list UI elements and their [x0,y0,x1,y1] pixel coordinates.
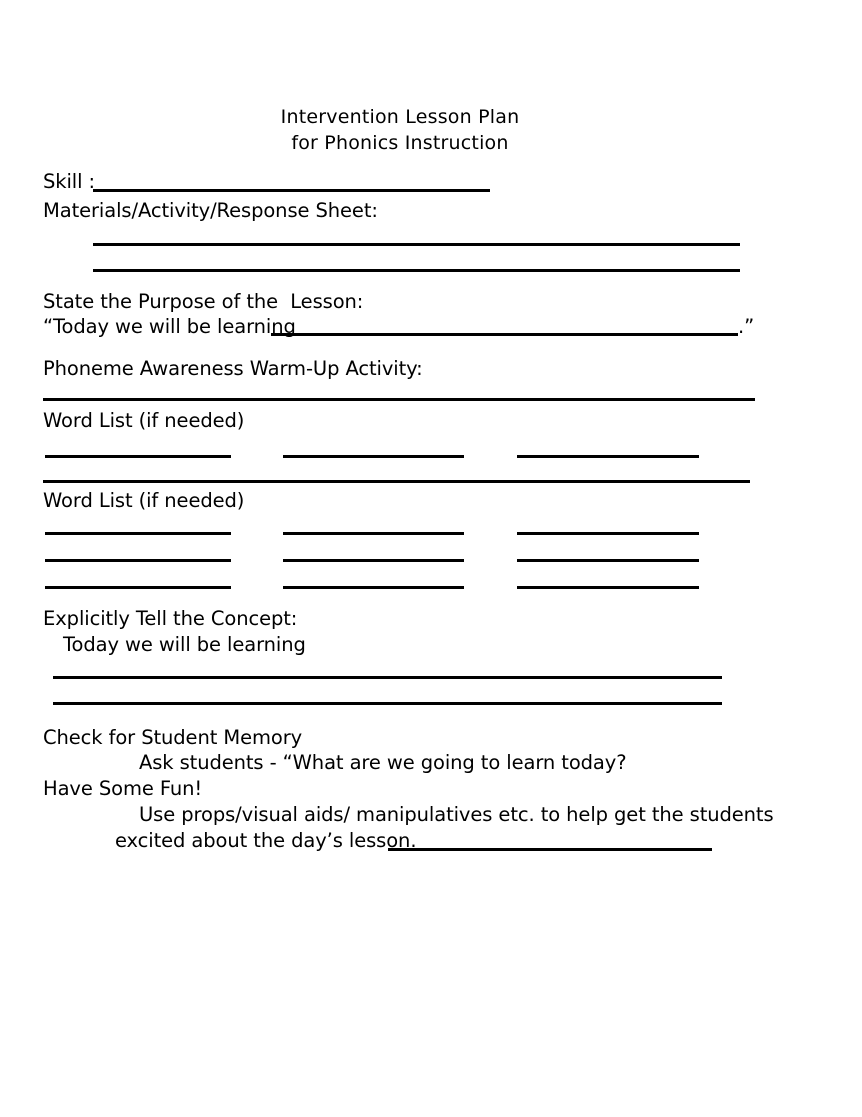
phoneme-warmup-label: Phoneme Awareness Warm-Up Activity: [43,357,423,380]
skill-fill-line[interactable] [93,189,490,192]
page-title [0,104,800,156]
word-list-two-cell-line[interactable] [283,559,464,562]
word-list-one-cell-line[interactable] [283,455,464,458]
word-list-two-cell-line[interactable] [517,586,699,589]
explicit-concept-fill-line-2[interactable] [53,702,722,705]
explicit-concept-label: Explicitly Tell the Concept: [43,607,298,630]
materials-fill-line-2[interactable] [93,269,740,272]
page-title-line-1: Intervention Lesson Plan [280,106,520,128]
materials-fill-line-1[interactable] [93,243,740,246]
check-memory-label: Check for Student Memory [43,726,303,749]
word-list-two-cell-line[interactable] [45,532,231,535]
explicit-concept-sentence: Today we will be learning [63,633,306,656]
skill-label: Skill : [43,170,95,193]
have-fun-label: Have Some Fun! [43,777,203,800]
word-list-one-divider [43,480,750,483]
word-list-two-cell-line[interactable] [517,559,699,562]
page-title-line-2: for Phonics Instruction [291,132,509,154]
word-list-two-cell-line[interactable] [283,586,464,589]
purpose-label: State the Purpose of the Lesson: [43,290,364,313]
purpose-sentence-prefix: “Today we will be learning [43,315,296,338]
explicit-concept-fill-line-1[interactable] [53,676,722,679]
word-list-two-cell-line[interactable] [45,586,231,589]
word-list-two-cell-line[interactable] [45,559,231,562]
purpose-fill-line[interactable] [271,333,738,336]
have-fun-instruction-line-1: Use props/visual aids/ manipulatives etc. to help get the students [139,803,774,826]
materials-label: Materials/Activity/Response Sheet: [43,199,378,222]
have-fun-fill-line[interactable] [388,848,712,851]
word-list-two-label: Word List (if needed) [43,489,245,512]
word-list-two-cell-line[interactable] [283,532,464,535]
phoneme-warmup-fill-line[interactable] [43,398,755,401]
word-list-two-cell-line[interactable] [517,532,699,535]
word-list-one-cell-line[interactable] [45,455,231,458]
word-list-one-label: Word List (if needed) [43,409,245,432]
have-fun-instruction-line-2: excited about the day’s lesson. [115,829,417,852]
check-memory-prompt: Ask students - “What are we going to learn today? [139,751,627,774]
purpose-sentence-suffix: .” [738,315,755,338]
word-list-one-cell-line[interactable] [517,455,699,458]
